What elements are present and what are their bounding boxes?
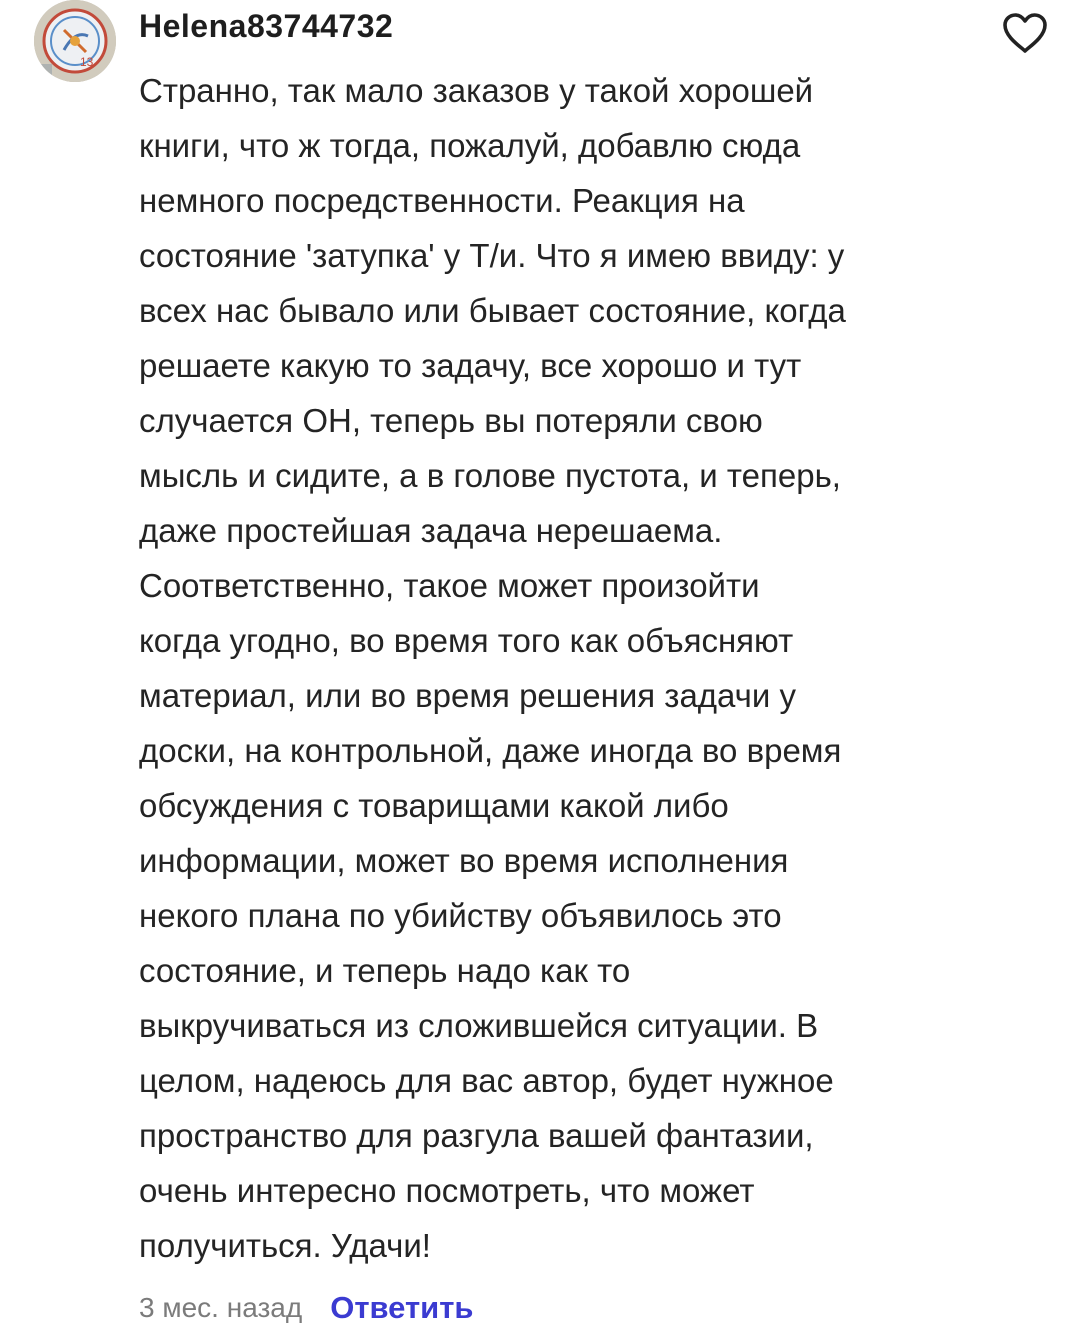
comment-author[interactable]: Helena83744732 bbox=[139, 8, 394, 44]
comment-timestamp: 3 мес. назад bbox=[139, 1292, 303, 1323]
like-button[interactable] bbox=[1001, 12, 1049, 54]
heart-outline-icon bbox=[1001, 12, 1049, 54]
avatar-badge: 13 bbox=[80, 55, 94, 69]
reply-button[interactable]: Ответить bbox=[330, 1290, 474, 1325]
avatar[interactable] bbox=[34, 0, 116, 82]
avatar-image bbox=[34, 0, 116, 82]
comment-text: Странно, так мало заказов у такой хорошей книги, что ж тогда, пожалуй, добавлю сюда немного посредственности. Реакция на состояние 'затупка' у Т/и. Что я имею ввиду: у всех нас бывало или бывает состояние, когда решаете какую то задачу, все хорошо и тут случается ОН, теперь вы потеряли свою мысль и сидите, а в голове пустота, и теперь, даже простейшая задача нерешаема. Соответственно, такое может произойти когда угодно, во время того как объясняют материал, или во время решения задачи у доски, на контрольной, даже иногда во время обсуждения с товарищами какой либо информации, может во время исполнения некого плана по убийству объявилось это состояние, и теперь надо как то выкручиваться из сложившейся ситуации. В целом, надеюсь для вас автор, будет нужное пространство для разгула вашей фантазии, очень интересно посмотреть, что может получиться. Удачи! bbox=[139, 72, 846, 1264]
comment-meta bbox=[139, 1285, 473, 1331]
